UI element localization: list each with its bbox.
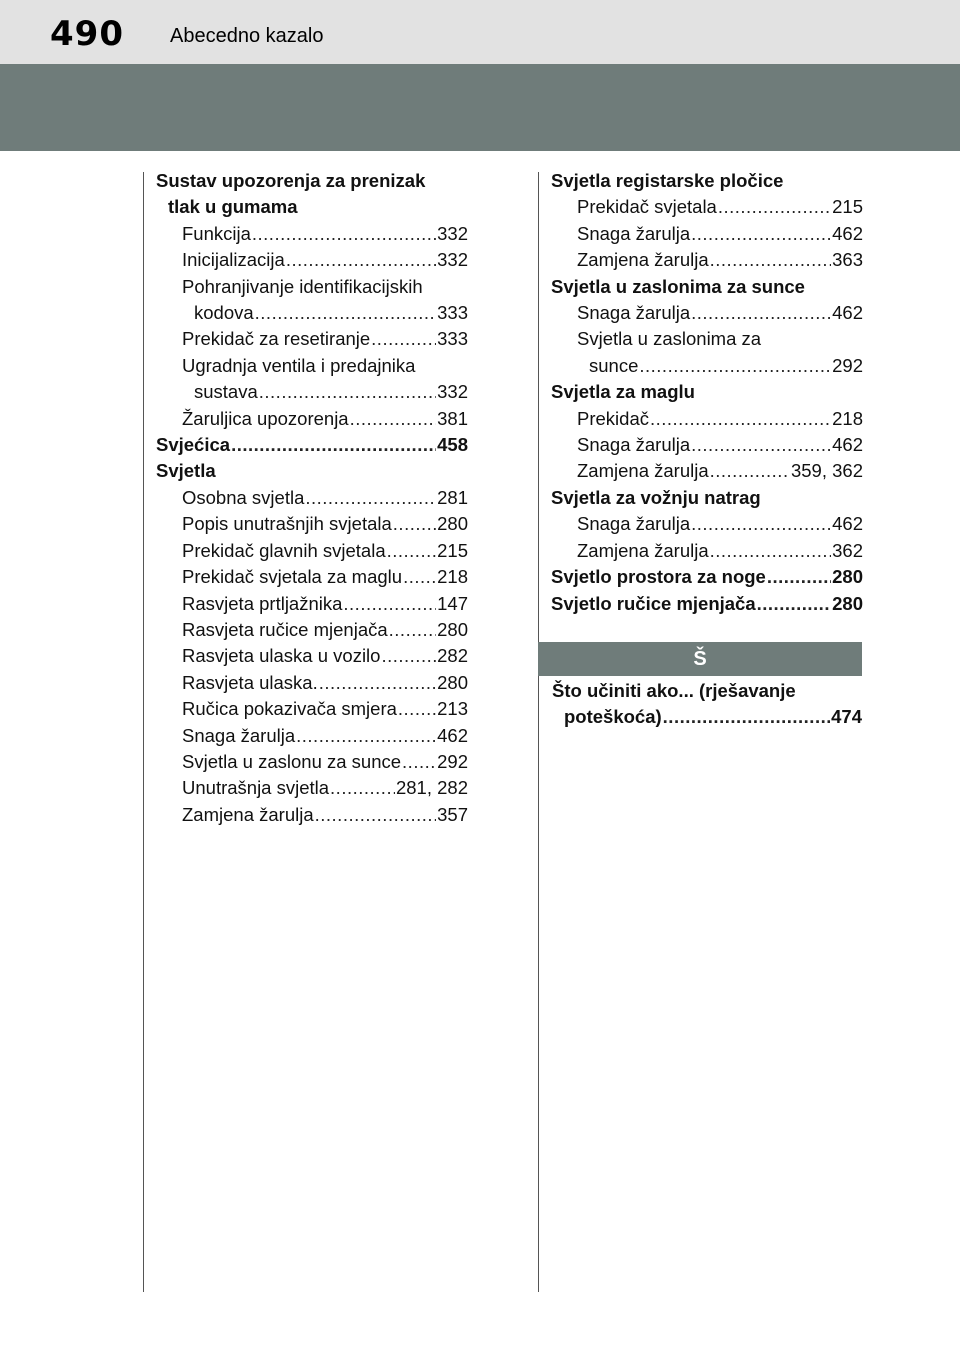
- index-column-right-section: [552, 678, 862, 731]
- index-entry: [156, 221, 468, 247]
- index-entry: [552, 704, 862, 730]
- entry-page: 462: [832, 222, 863, 244]
- index-entry: [551, 432, 863, 458]
- index-heading: Svjetla u zaslonima za sunce: [551, 275, 805, 297]
- entry-label: kodova: [194, 302, 254, 324]
- dot-leader: [718, 194, 831, 220]
- entry-label: Svjetlo prostora za noge: [551, 566, 766, 588]
- dot-leader: [259, 379, 436, 405]
- dot-leader: [350, 406, 437, 432]
- dot-leader: [710, 458, 790, 484]
- dot-leader: [691, 511, 831, 537]
- entry-page: 292: [832, 354, 863, 376]
- index-entry: [551, 591, 863, 617]
- index-entry: [551, 564, 863, 590]
- entry-page: 474: [831, 706, 862, 728]
- entry-page: 458: [437, 434, 468, 456]
- dot-leader: [767, 564, 831, 590]
- entry-label: Prekidač: [577, 407, 649, 429]
- index-entry: [156, 326, 468, 352]
- index-entry: [156, 591, 468, 617]
- section-letter-header: Š: [538, 642, 862, 676]
- dot-leader: [381, 643, 436, 669]
- index-entry: [156, 696, 468, 722]
- dot-leader: [387, 538, 437, 564]
- entry-page: 215: [832, 196, 863, 218]
- index-column-right: [551, 168, 863, 617]
- dot-leader: [330, 775, 395, 801]
- entry-page: 292: [437, 750, 468, 772]
- index-entry: [156, 617, 468, 643]
- entry-page: 362: [832, 539, 863, 561]
- entry-label: Rasvjeta ulaska u vozilo: [182, 645, 381, 667]
- entry-page: 462: [832, 302, 863, 324]
- column-divider-right: [538, 172, 539, 1292]
- entry-page: 462: [437, 724, 468, 746]
- dot-leader: [757, 591, 831, 617]
- entry-label: sunce: [589, 354, 639, 376]
- index-entry: [156, 538, 468, 564]
- dot-leader: [639, 353, 831, 379]
- entry-page: 280: [437, 618, 468, 640]
- entry-page: 332: [437, 222, 468, 244]
- dot-leader: [389, 617, 436, 643]
- entry-page: 215: [437, 539, 468, 561]
- entry-page: 280: [832, 592, 863, 614]
- dot-leader: [710, 538, 832, 564]
- index-entry: [156, 432, 468, 458]
- index-entry: [156, 300, 468, 326]
- dot-leader: [255, 300, 436, 326]
- dot-leader: [691, 432, 831, 458]
- dot-leader: [393, 511, 436, 537]
- entry-label: Rasvjeta ulaska.: [182, 671, 318, 693]
- entry-label: Prekidač glavnih svjetala: [182, 539, 386, 561]
- dot-leader: [231, 432, 436, 458]
- entry-label: Rasvjeta ručice mjenjača: [182, 618, 388, 640]
- index-heading: Svjetla: [156, 460, 216, 482]
- dot-leader: [315, 802, 437, 828]
- dot-leader: [691, 221, 831, 247]
- entry-label: Zamjena žarulja: [577, 249, 709, 271]
- entry-label: Zamjena žarulja: [577, 460, 709, 482]
- entry-label: Svjetlo ručice mjenjača: [551, 592, 756, 614]
- index-entry: [156, 802, 468, 828]
- entry-page: 218: [832, 407, 863, 429]
- index-entry: [551, 300, 863, 326]
- index-heading: Svjetla za maglu: [551, 381, 695, 403]
- dot-leader: [710, 247, 832, 273]
- entry-label: Unutrašnja svjetla: [182, 777, 330, 799]
- dot-leader: [252, 221, 436, 247]
- index-entry: [156, 247, 468, 273]
- entry-label: Snaga žarulja: [577, 513, 691, 535]
- entry-label: Ugradnja ventila i predajnika: [182, 354, 416, 376]
- index-heading: Svjetla registarske pločice: [551, 170, 784, 191]
- entry-label: Inicijalizacija: [182, 249, 285, 271]
- index-entry: [551, 221, 863, 247]
- index-entry: [551, 353, 863, 379]
- entry-label: Prekidač svjetala za maglu: [182, 566, 403, 588]
- entry-page: 147: [437, 592, 468, 614]
- index-entry: [156, 379, 468, 405]
- dot-leader: [305, 485, 436, 511]
- index-heading-continued: tlak u gumama: [168, 196, 298, 218]
- index-entry: [156, 406, 468, 432]
- entry-label: Snaga žarulja: [577, 302, 691, 324]
- page-number: 490: [50, 14, 124, 54]
- entry-label: Rasvjeta prtljažnika: [182, 592, 343, 614]
- index-entry: [156, 775, 468, 801]
- index-heading: Što učiniti ako... (rješavanje: [552, 680, 796, 701]
- index-entry: [551, 406, 863, 432]
- dot-leader: [343, 591, 436, 617]
- dot-leader: [319, 670, 436, 696]
- index-column-left: [156, 168, 468, 828]
- entry-label: Svjetla u zaslonu za sunce: [182, 750, 402, 772]
- dot-leader: [663, 704, 830, 730]
- index-heading: Sustav upozorenja za prenizak: [156, 170, 426, 191]
- index-entry: [156, 723, 468, 749]
- index-entry: [156, 749, 468, 775]
- entry-label: Funkcija: [182, 222, 251, 244]
- entry-label: Zamjena žarulja: [577, 539, 709, 561]
- index-entry: [551, 538, 863, 564]
- entry-page: 280: [832, 566, 863, 588]
- index-entry: [551, 247, 863, 273]
- entry-label: Popis unutrašnjih svjetala: [182, 513, 392, 535]
- entry-page: 359, 362: [790, 460, 863, 482]
- dot-leader: [398, 696, 436, 722]
- dot-leader: [296, 723, 436, 749]
- dot-leader: [371, 326, 436, 352]
- index-entry: [551, 194, 863, 220]
- entry-label: Pohranjivanje identifikacijskih: [182, 275, 423, 297]
- entry-page: 280: [437, 671, 468, 693]
- index-entry: [156, 670, 468, 696]
- entry-page: 281, 282: [395, 777, 468, 799]
- index-entry: [156, 643, 468, 669]
- entry-page: 357: [437, 803, 468, 825]
- column-divider-left: [143, 172, 144, 1292]
- entry-label: Svjećica: [156, 434, 231, 456]
- index-entry: [156, 511, 468, 537]
- entry-page: 333: [437, 328, 468, 350]
- entry-label: Zamjena žarulja: [182, 803, 314, 825]
- header-band: [0, 64, 960, 151]
- entry-page: 332: [437, 381, 468, 403]
- entry-label: Snaga žarulja: [577, 434, 691, 456]
- entry-page: 332: [437, 249, 468, 271]
- entry-label: Ručica pokazivača smjera: [182, 698, 397, 720]
- entry-label: sustava: [194, 381, 258, 403]
- entry-label: Osobna svjetla: [182, 486, 305, 508]
- index-entry: [156, 485, 468, 511]
- dot-leader: [402, 749, 436, 775]
- page-title: Abecedno kazalo: [170, 25, 324, 47]
- dot-leader: [691, 300, 831, 326]
- entry-page: 333: [437, 302, 468, 324]
- index-entry: [551, 458, 863, 484]
- entry-page: 218: [437, 566, 468, 588]
- entry-label: Snaga žarulja: [182, 724, 296, 746]
- entry-page: 462: [832, 513, 863, 535]
- page-header: [0, 0, 960, 64]
- dot-leader: [650, 406, 831, 432]
- entry-page: 462: [832, 434, 863, 456]
- entry-page: 381: [437, 407, 468, 429]
- entry-page: 280: [437, 513, 468, 535]
- entry-label: Snaga žarulja: [577, 222, 691, 244]
- dot-leader: [403, 564, 436, 590]
- entry-label: Prekidač svjetala: [577, 196, 717, 218]
- entry-page: 282: [437, 645, 468, 667]
- entry-page: 281: [437, 486, 468, 508]
- index-entry: [156, 564, 468, 590]
- entry-label: poteškoća): [564, 706, 662, 728]
- entry-label: Žaruljica upozorenja: [182, 407, 349, 429]
- entry-label: Prekidač za resetiranje: [182, 328, 371, 350]
- entry-page: 213: [437, 698, 468, 720]
- index-entry: [551, 511, 863, 537]
- entry-page: 363: [832, 249, 863, 271]
- index-heading: Svjetla za vožnju natrag: [551, 486, 761, 508]
- dot-leader: [286, 247, 436, 273]
- entry-label: Svjetla u zaslonima za: [577, 328, 762, 350]
